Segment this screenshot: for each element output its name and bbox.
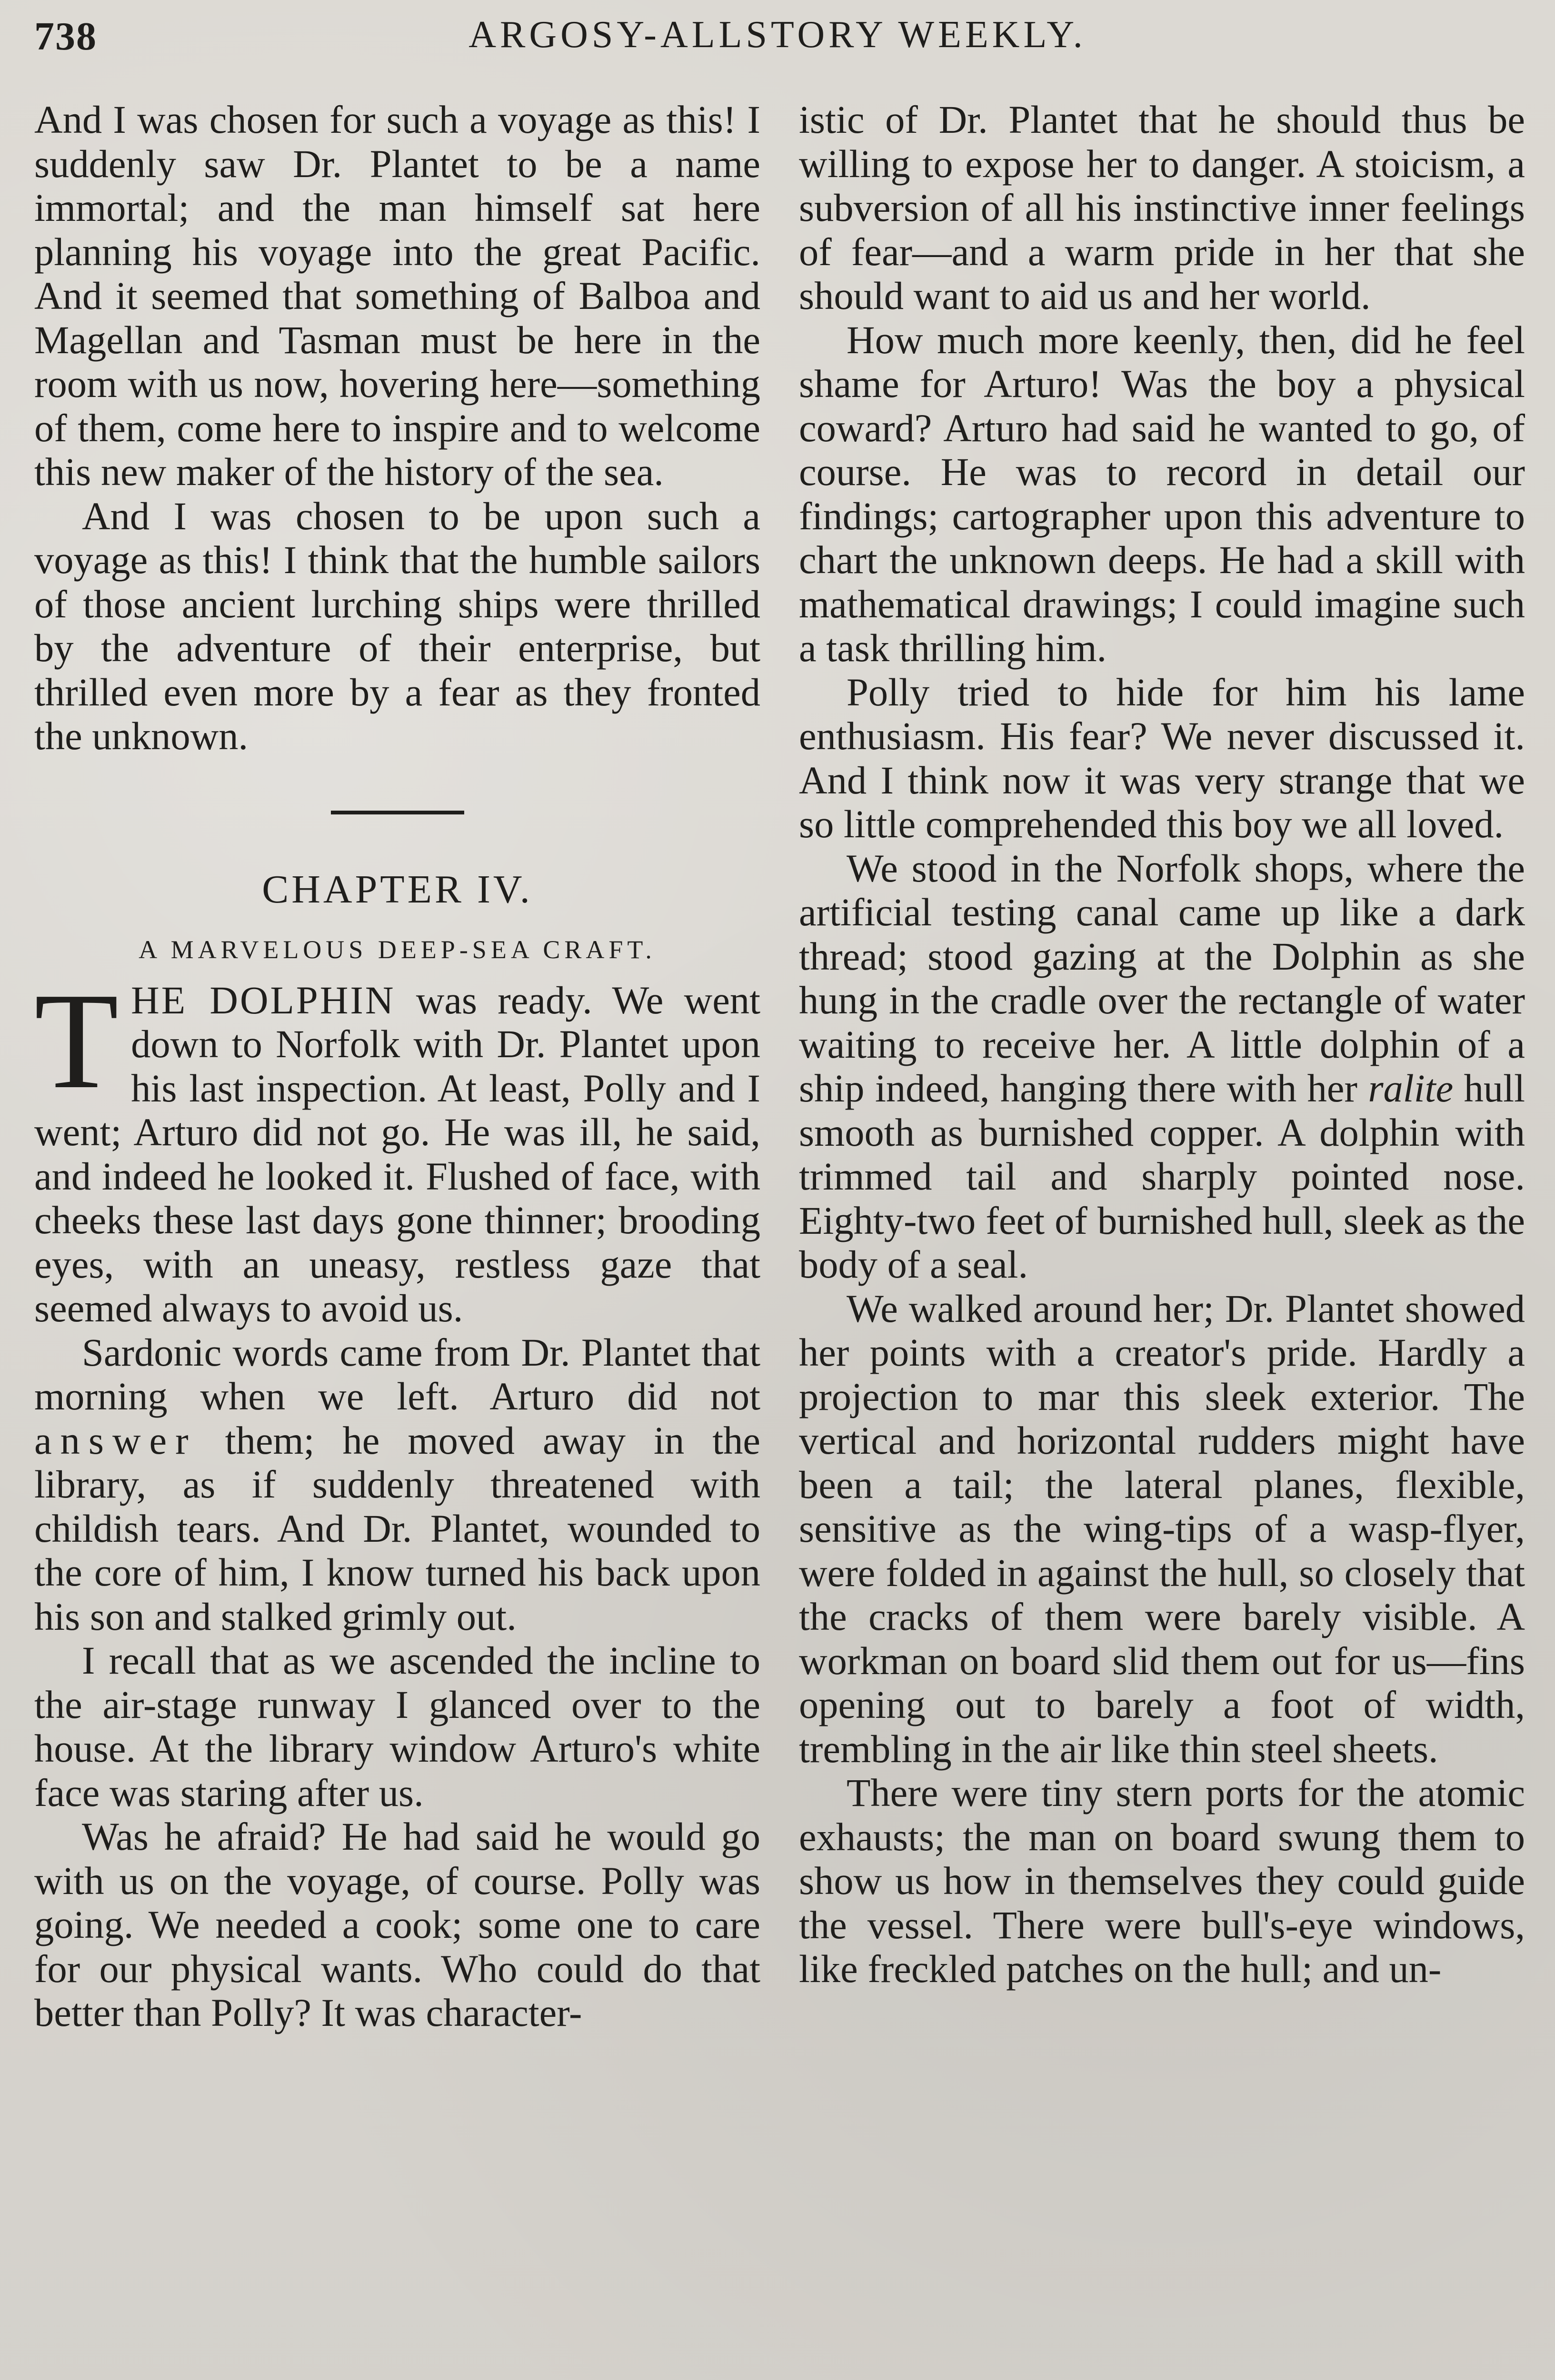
opening-smallcaps: HE DOLPHIN: [131, 978, 396, 1022]
running-head: ARGOSY-ALLSTORY WEEKLY.: [468, 14, 1087, 56]
paragraph-text: Sardonic words came from Dr. Plantet that morning when we left. Arturo did not: [34, 1330, 760, 1418]
italic-word: ralite: [1368, 1066, 1454, 1110]
right-column: [799, 98, 1525, 1991]
section-divider: [331, 811, 464, 814]
paragraph: Polly tried to hide for him his lame enthusiasm. His fear? We never discussed it. And I think now it was very strange that we so little comprehended this boy we all loved.: [799, 670, 1525, 846]
opening-paragraph: [34, 964, 760, 1330]
paragraph: I recall that as we ascended the incline to the air-stage runway I glanced over to the house. At the library window Arturo's white face was staring after us.: [34, 1638, 760, 1815]
paragraph-text: hull smooth as burnished copper. A dolphin with trimmed tail and sharply pointed nose. Eighty-two feet of burnished hull, sleek as the body of a seal.: [799, 1066, 1525, 1286]
paragraph: And I was chosen to be upon such a voyage as this! I think that the humble sailors of those ancient lurching ships were thrilled by the adventure of their enterprise, but thrilled even more by a fear as they fronted the unknown.: [34, 494, 760, 758]
left-column: [34, 98, 760, 2035]
paragraph: We walked around her; Dr. Plantet showed her points with a creator's pride. Hardly a projection to mar this sleek exterior. The vertical and horizontal rudders might have been a tail; the lateral planes, flexible, sensitive as the wing-tips of a wasp-flyer, were folded in against the hull, so closely that the cracks of them were barely visible. A workman on board slid them out for us—fins opening out to barely a foot of width, trembling in the air like thin steel sheets.: [799, 1286, 1525, 1771]
paragraph-text: was ready. We went down to Norfolk with Dr. Plantet upon his last inspection. At least, Polly and I went; Arturo did not go. He was ill, he said, and indeed he looked it. Flushed of face, with cheeks these last days gone thinner; brooding eyes, with an uneasy, restless gaze that seemed always to avoid us.: [34, 978, 760, 1330]
paragraph: And I was chosen for such a voyage as this! I suddenly saw Dr. Plantet to be a name immortal; and the man himself sat here planning his voyage into the great Pacific. And it seemed that something of Balboa and Magellan and Tasman must be here in the room with us now, hovering here—something of them, come here to inspire and to welcome this new maker of the history of the sea.: [34, 98, 760, 494]
paragraph: How much more keenly, then, did he feel shame for Arturo! Was the boy a physical coward? Arturo had said he wanted to go, of course. He was to record in detail our findings; cartographer upon this adventure to chart the unknown deeps. He had a skill with mathematical drawings; I could imagine such a task thrilling him.: [799, 317, 1525, 670]
paragraph: Was he afraid? He had said he would go with us on the voyage, of course. Polly was going. We needed a cook; some one to care for our physical wants. Who could do that better than Polly? It was character-: [34, 1815, 760, 2034]
drop-cap: T: [34, 964, 119, 1117]
paragraph: [799, 846, 1525, 1287]
spaced-word: answer: [34, 1418, 197, 1462]
paragraph: There were tiny stern ports for the atomic exhausts; the man on board swung them to show us how in themselves they could guide the vessel. There were bull's-eye windows, like freckled patches on the hull; and un-: [799, 1771, 1525, 1991]
paragraph: istic of Dr. Plantet that he should thus be willing to expose her to danger. A stoicism, a subversion of all his instinctive inner feelings of fear—and a warm pride in her that she should want to aid us and her world.: [799, 98, 1525, 317]
paragraph: [34, 1330, 760, 1639]
paragraph-text: them; he moved away in the library, as if suddenly threatened with childish tears. And Dr. Plantet, wounded to the core of him, I know turned his back upon his son and stalked grimly out.: [34, 1418, 760, 1638]
paragraph-text: We stood in the Norfolk shops, where the artificial testing canal came up like a dark thread; stood gazing at the Dolphin as she hung in the cradle over the rectangle of water waiting to receive her. A little dolphin of a ship indeed, hanging there with her: [799, 846, 1525, 1110]
chapter-subtitle: A MARVELOUS DEEP-SEA CRAFT.: [139, 935, 656, 964]
page-header: [34, 13, 1521, 75]
page-number: 738: [34, 14, 97, 59]
chapter-title: CHAPTER IV.: [262, 867, 533, 912]
